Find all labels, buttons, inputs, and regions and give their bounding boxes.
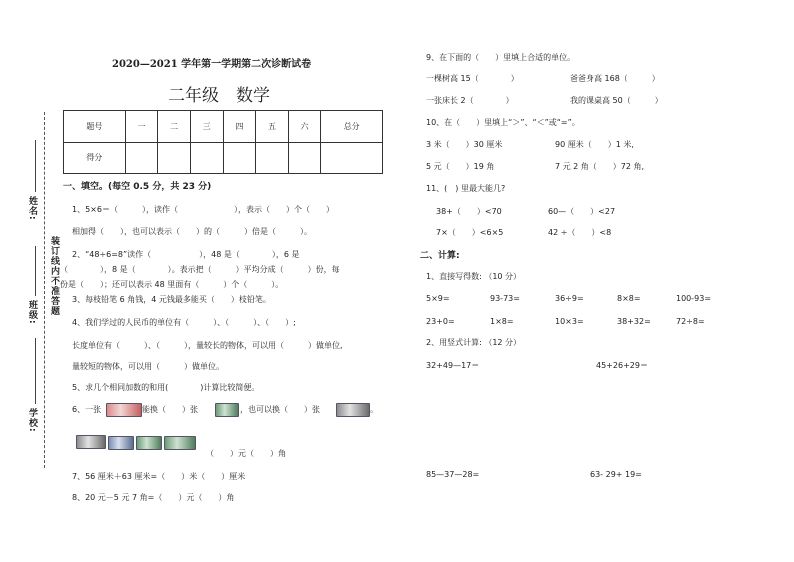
score-header-cell: 一	[125, 111, 158, 143]
question-9-item-c: 一张床长 2（ ）	[426, 96, 514, 105]
calc-item: 23+0=	[426, 317, 455, 326]
score-header-cell: 三	[190, 111, 223, 143]
score-cell[interactable]	[288, 142, 321, 174]
score-cell[interactable]	[125, 142, 158, 174]
vertical-calc-item: 45+26+29＝	[596, 361, 648, 370]
score-table-header-row	[64, 111, 383, 143]
score-row-label: 得分	[64, 142, 126, 174]
calc-part-1-title: 1、直接写得数: （10 分）	[426, 272, 522, 281]
question-10: 10、在（ ）里填上“＞”、“＜”或“=”。	[426, 118, 580, 127]
score-cell[interactable]	[190, 142, 223, 174]
section-calculation-title: 二、计算:	[420, 251, 460, 261]
question-4-line-1: 4、我们学过的人民币的单位有（ ）、（ ）、（ ）;	[72, 318, 296, 327]
calc-item: 1×8=	[490, 317, 514, 326]
calc-item: 10×3=	[555, 317, 584, 326]
banknote-image	[106, 403, 142, 417]
calc-item: 5×9=	[426, 294, 450, 303]
question-11-item-a: 38+（ ）<70	[436, 207, 502, 216]
question-6-middle: 能换（ ）张	[142, 405, 198, 414]
question-10-item-b: 90 厘米（ ）1 米,	[555, 140, 634, 149]
question-2-line-3: 份是（ ）；还可以表示 48 里面有（ ）个（ ）。	[60, 280, 284, 289]
question-2-line-2: （ ），8 是（ ）。表示把（ ）平均分成（ ）份，每	[60, 265, 340, 274]
banknote-image	[215, 403, 239, 417]
calc-item: 100-93=	[676, 294, 712, 303]
school-underline	[35, 338, 36, 404]
section-fill-blank-title: 一、填空。(每空 0.5 分，共 23 分)	[63, 182, 212, 192]
banknote-image	[164, 436, 196, 450]
score-cell[interactable]	[223, 142, 256, 174]
question-3: 3、每枝铅笔 6 角钱，4 元钱最多能买（ ）枝铅笔。	[72, 295, 271, 304]
score-header-cell: 二	[158, 111, 191, 143]
question-11-item-b: 60—（ ）<27	[548, 207, 616, 216]
name-label: 姓名:	[27, 196, 37, 221]
question-8: 8、20 元－5 元 7 角=（ ）元（ ）角	[72, 493, 235, 502]
class-label: 班级:	[27, 300, 37, 325]
question-11-item-c: 7×（ ）<6×5	[436, 228, 504, 237]
banknote-image	[336, 403, 370, 417]
calc-item: 8×8=	[617, 294, 641, 303]
class-underline	[35, 246, 36, 296]
question-11: 11、( ) 里最大能几?	[426, 184, 506, 193]
question-9-item-d: 我的课桌高 50（ ）	[570, 96, 663, 105]
calc-item: 36÷9=	[555, 294, 584, 303]
question-4-line-2: 长度单位有（ ）、（ ），量较长的物体，可以用（ ）做单位,	[72, 341, 343, 350]
question-4-line-3: 量较短的物体，可以用（ ）做单位。	[72, 362, 224, 371]
banknote-image	[108, 436, 134, 450]
vertical-calc-item: 32+49—17＝	[426, 361, 480, 370]
score-cell[interactable]	[321, 142, 383, 174]
question-10-item-d: 7 元 2 角（ ）72 角,	[555, 162, 645, 171]
question-7: 7、56 厘米＋63 厘米=（ ）米（ ）厘米	[72, 472, 246, 481]
question-9: 9、在下面的（ ）里填上合适的单位。	[426, 53, 576, 62]
binding-dashed-line	[44, 112, 45, 468]
banknote-image	[76, 435, 106, 449]
question-11-item-d: 42 ÷（ ）<8	[548, 228, 612, 237]
calc-item: 38+32=	[617, 317, 651, 326]
question-5: 5、求几个相同加数的和用( )计算比较简便。	[72, 383, 260, 392]
vertical-calc-item: 85—37—28=	[426, 470, 480, 479]
calc-item: 72÷8=	[676, 317, 705, 326]
calc-item: 93-73=	[490, 294, 520, 303]
score-header-cell: 四	[223, 111, 256, 143]
question-6-end: 。	[370, 405, 378, 414]
question-2-line-1: 2、“48÷6=8”读作（ ），48 是（ ），6 是	[72, 250, 300, 259]
score-table-score-row	[64, 142, 383, 174]
subject-title: 二年级 数学	[168, 86, 270, 106]
question-1-line-2: 相加得（ ），也可以表示（ ）的（ ）倍是（ ）。	[72, 227, 312, 236]
score-header-cell: 六	[288, 111, 321, 143]
seal-notice: 装订线内不准答题	[49, 236, 59, 316]
question-9-item-a: 一棵树高 15（ ）	[426, 74, 519, 83]
question-6-prefix: 6、一张	[72, 405, 102, 414]
question-10-item-a: 3 米（ ）30 厘米	[426, 140, 503, 149]
score-table	[63, 110, 383, 174]
calc-part-2-title: 2、用竖式计算: （12 分）	[426, 338, 522, 347]
score-header-cell: 总分	[321, 111, 383, 143]
banknote-image	[136, 436, 162, 450]
question-6-post: ，也可以换（ ）张	[240, 405, 320, 414]
question-10-item-c: 5 元（ ）19 角	[426, 162, 495, 171]
name-underline	[35, 140, 36, 192]
score-header-cell: 五	[256, 111, 289, 143]
question-6-answer: （ ）元（ ）角	[206, 449, 286, 458]
question-9-item-b: 爸爸身高 168（ ）	[570, 74, 660, 83]
score-cell[interactable]	[256, 142, 289, 174]
school-label: 学校:	[27, 408, 37, 433]
vertical-calc-item: 63- 29+ 19=	[590, 470, 642, 479]
score-cell[interactable]	[158, 142, 191, 174]
score-header-cell: 题号	[64, 111, 126, 143]
exam-title: 2020—2021 学年第一学期第二次诊断试卷	[112, 59, 312, 70]
question-1-line-1: 1、5×6＝（ ），读作（ ），表示（ ）个（ ）	[72, 205, 334, 214]
